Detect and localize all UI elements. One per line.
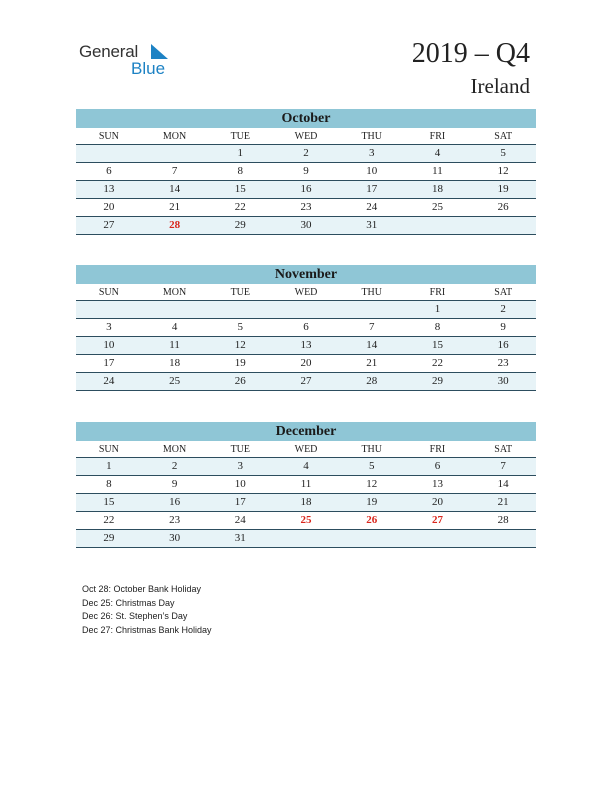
week-row [76, 512, 536, 530]
date-cell: 30 [169, 532, 181, 544]
date-cell: 18 [431, 183, 443, 195]
date-cell: 28 [497, 514, 509, 526]
month-title: October [76, 109, 536, 128]
date-cell: 17 [234, 496, 246, 508]
date-cell: 3 [237, 460, 244, 472]
date-cell: 2 [171, 460, 178, 472]
date-cell: 4 [434, 147, 441, 159]
date-cell: 19 [366, 496, 378, 508]
week-row [76, 476, 536, 494]
holiday-note: Dec 25: Christmas Day [82, 597, 175, 608]
date-cell: 8 [237, 165, 244, 177]
date-cell: 31 [234, 532, 246, 544]
month-calendar-october [76, 109, 536, 235]
weekday-label: SAT [494, 131, 513, 142]
page-title: 2019 – Q4 [411, 38, 530, 69]
date-cell: 11 [300, 478, 312, 490]
date-cell: 2 [303, 147, 309, 159]
logo-general-text: General [79, 42, 139, 61]
weekday-label: THU [361, 444, 383, 455]
date-cell: 21 [497, 496, 509, 508]
weekday-label: SAT [494, 287, 513, 298]
date-cell: 13 [103, 183, 115, 195]
weekday-label: MON [162, 287, 187, 298]
date-cell: 16 [300, 183, 312, 195]
date-cell: 21 [366, 357, 378, 369]
date-cell: 7 [500, 460, 506, 472]
date-cell: 29 [234, 219, 246, 231]
date-cell: 29 [103, 532, 115, 544]
holiday-note: Oct 28: October Bank Holiday [82, 584, 202, 594]
date-cell: 13 [300, 339, 312, 351]
date-cell: 14 [169, 183, 181, 195]
weekday-label: MON [162, 131, 187, 142]
date-cell: 20 [300, 357, 312, 369]
date-cell: 17 [103, 357, 115, 369]
date-cell: 14 [366, 339, 378, 351]
week-row [76, 181, 536, 199]
date-cell: 6 [106, 165, 112, 177]
empty-date-cell [273, 530, 339, 547]
date-cell: 8 [106, 478, 112, 490]
date-cell: 16 [497, 339, 509, 351]
week-row [76, 199, 536, 217]
date-cell: 26 [497, 201, 509, 213]
date-cell: 12 [497, 165, 509, 177]
date-cell: 22 [103, 514, 115, 526]
week-row [76, 373, 536, 391]
week-row [76, 494, 536, 512]
weekday-label: THU [361, 131, 383, 142]
week-row [76, 355, 536, 373]
date-cell: 26 [234, 375, 246, 387]
holiday-note: Dec 27: Christmas Bank Holiday [82, 625, 212, 636]
date-cell: 10 [234, 478, 246, 490]
holiday-date-cell: 28 [169, 219, 181, 231]
weekday-label: WED [294, 287, 318, 298]
weekday-label: FRI [429, 131, 446, 142]
date-cell: 29 [431, 375, 443, 387]
holiday-date-cell: 25 [300, 514, 312, 526]
date-cell: 24 [234, 514, 246, 526]
date-cell: 23 [169, 514, 181, 526]
week-row [76, 337, 536, 355]
month-title: November [76, 265, 536, 284]
date-cell: 22 [431, 357, 443, 369]
date-cell: 24 [103, 375, 115, 387]
holiday-notes [82, 583, 212, 638]
weekday-label: TUE [230, 131, 251, 142]
date-cell: 20 [103, 201, 115, 213]
date-cell: 22 [234, 201, 246, 213]
empty-date-cell [76, 301, 142, 318]
empty-date-cell [142, 145, 208, 162]
week-row [76, 458, 536, 476]
date-cell: 19 [497, 183, 509, 195]
weekday-label: MON [162, 444, 187, 455]
date-cell: 6 [434, 460, 441, 472]
empty-date-cell [142, 301, 208, 318]
weekday-label: FRI [429, 444, 446, 455]
date-cell: 24 [366, 201, 378, 213]
holiday-note: Dec 26: St. Stephen’s Day [82, 611, 188, 622]
date-cell: 16 [169, 496, 181, 508]
empty-date-cell [76, 145, 142, 162]
weekday-label: TUE [230, 444, 251, 455]
date-cell: 1 [237, 147, 244, 159]
date-cell: 15 [431, 339, 443, 351]
week-row [76, 301, 536, 319]
date-cell: 28 [366, 375, 378, 387]
date-cell: 18 [300, 496, 312, 508]
date-cell: 6 [303, 321, 309, 333]
month-calendar-november [76, 265, 536, 391]
date-cell: 9 [171, 478, 178, 490]
date-cell: 11 [169, 339, 180, 351]
date-cell: 21 [169, 201, 181, 213]
date-cell: 5 [368, 460, 375, 472]
weekday-header-row [76, 441, 536, 458]
date-cell: 25 [169, 375, 181, 387]
week-row [76, 145, 536, 163]
month-calendar-december [76, 422, 536, 548]
date-cell: 8 [434, 321, 441, 333]
empty-date-cell [339, 530, 405, 547]
date-cell: 1 [434, 303, 441, 315]
date-cell: 17 [366, 183, 378, 195]
weekday-label: THU [361, 287, 383, 298]
logo [79, 40, 179, 80]
empty-date-cell [339, 301, 405, 318]
date-cell: 12 [234, 339, 246, 351]
empty-date-cell [470, 530, 536, 547]
weekday-label: SUN [98, 444, 119, 455]
date-cell: 15 [103, 496, 115, 508]
date-cell: 5 [237, 321, 244, 333]
weekday-label: SUN [98, 131, 119, 142]
date-cell: 25 [431, 201, 443, 213]
weekday-label: WED [294, 131, 318, 142]
date-cell: 30 [300, 219, 312, 231]
date-cell: 27 [103, 219, 115, 231]
weekday-label: WED [294, 444, 318, 455]
date-cell: 2 [500, 303, 506, 315]
date-cell: 1 [106, 460, 112, 472]
weekday-label: SAT [494, 444, 513, 455]
date-cell: 12 [366, 478, 378, 490]
date-cell: 20 [431, 496, 443, 508]
holiday-date-cell: 27 [431, 514, 443, 526]
date-cell: 4 [303, 460, 309, 472]
week-row [76, 319, 536, 337]
date-cell: 30 [497, 375, 509, 387]
weekday-label: FRI [429, 287, 446, 298]
month-title: December [76, 422, 536, 441]
date-cell: 7 [171, 165, 178, 177]
date-cell: 31 [366, 219, 378, 231]
date-cell: 14 [497, 478, 509, 490]
logo-flag-icon [149, 44, 169, 60]
date-cell: 23 [497, 357, 509, 369]
date-cell: 27 [300, 375, 312, 387]
date-cell: 10 [366, 165, 378, 177]
date-cell: 5 [500, 147, 506, 159]
date-cell: 7 [368, 321, 375, 333]
date-cell: 4 [171, 321, 178, 333]
empty-date-cell [470, 217, 536, 234]
weekday-label: TUE [230, 287, 251, 298]
weekday-header-row [76, 128, 536, 145]
empty-date-cell [207, 301, 273, 318]
date-cell: 19 [234, 357, 246, 369]
holiday-date-cell: 26 [366, 514, 378, 526]
weekday-header-row [76, 284, 536, 301]
empty-date-cell [405, 217, 471, 234]
empty-date-cell [405, 530, 471, 547]
date-cell: 23 [300, 201, 312, 213]
country-label: Ireland [470, 74, 530, 98]
empty-date-cell [273, 301, 339, 318]
date-cell: 9 [500, 321, 506, 333]
date-cell: 9 [303, 165, 309, 177]
weekday-label: SUN [98, 287, 119, 298]
date-cell: 18 [169, 357, 181, 369]
date-cell: 15 [234, 183, 246, 195]
date-cell: 3 [368, 147, 375, 159]
logo-blue-text: Blue [131, 59, 166, 78]
week-row [76, 530, 536, 548]
week-row [76, 217, 536, 235]
date-cell: 3 [106, 321, 112, 333]
week-row [76, 163, 536, 181]
date-cell: 13 [431, 478, 443, 490]
date-cell: 10 [103, 339, 115, 351]
date-cell: 11 [432, 165, 443, 177]
